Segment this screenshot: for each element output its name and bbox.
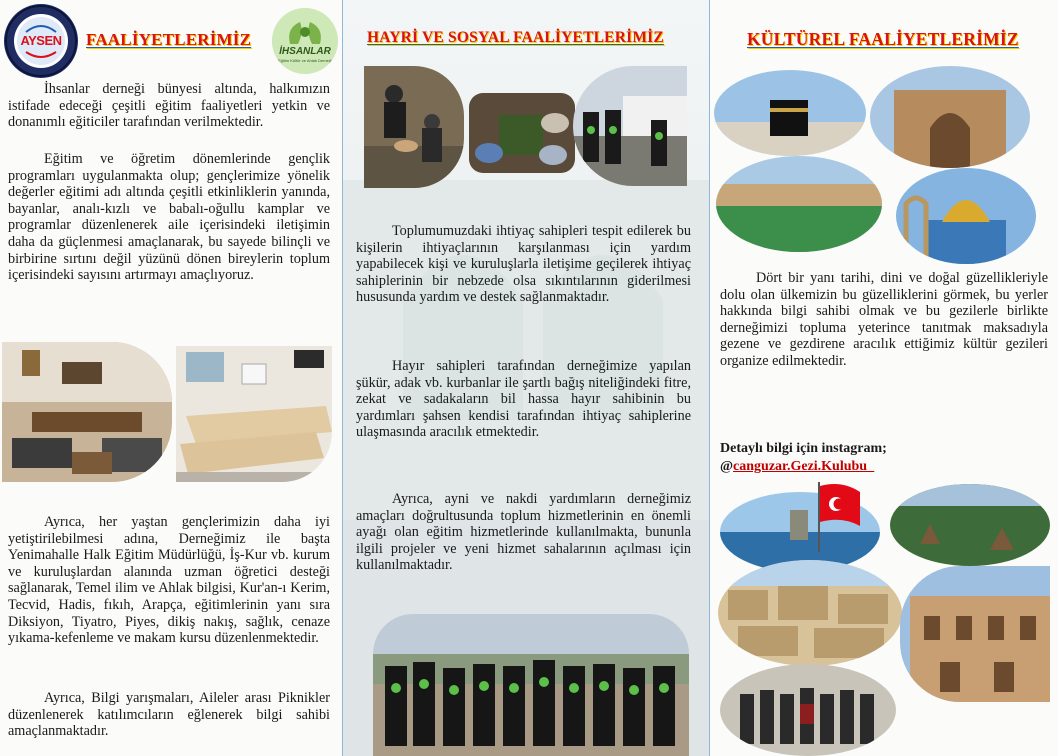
faaliyetlerimiz-title: FAALİYETLERİMİZ <box>86 30 252 49</box>
middle-paragraph-1: Toplumumuzdaki ihtiyaç sahipleri tespit edilerek bu kişilerin ihtiyaçlarının karşılanması için yardım yapabilecek kişi ve kuruluşlarla iletişime geçilerek ihtiyaç sahiplerinin bir nebzede olsa sıkıntılarının giderilmesi hususunda yardım ve destek sağlanmaktadır. <box>356 223 691 306</box>
dome-of-rock-photo <box>896 168 1036 264</box>
ihsanlar-logo-text: İHSANLAR <box>279 46 331 57</box>
hayri-sosyal-title: HAYRİ VE SOSYAL FAALİYETLERİMİZ <box>367 29 664 46</box>
left-paragraph-4: Ayrıca, Bilgi yarışmaları, Aileler arası Piknikler düzenlenerek katılımcıların eğlenerek bilgi sahibi amaçlanmaktadır. <box>8 690 330 740</box>
left-paragraph-3: Ayrıca, her yaştan gençlerimizin daha iyi yetiştirilebilmesi adına, Derneğimiz ile başta Yenimahalle Halk Eğitim Müdürlüğü, İş-Kur vb. kurum ve kuruluşlardan alanında uzman öğretici desteği sağlanarak, Temel ilim ve Ahlak bilgisi, Kur'an-ı Kerim, Tecvid, Hadis, fıkıh, Arapça, eğitimlerinin yanı sıra Diksiyon, Tiyatro, Piyes, dikiş nakış, sağlık, cenaze yıkama-kefenleme ve makam kursu düzenlenmektedir. <box>8 514 330 647</box>
instagram-handle-line <box>720 458 1050 476</box>
children-animal-photo <box>364 66 464 188</box>
ihsanlar-logo-subtitle: Eğitim Kültür ve Ahlak Derneği <box>277 58 333 63</box>
aysen-logo-text: AYSEN <box>20 33 62 48</box>
ihsanlar-logo <box>272 8 338 74</box>
aid-delivery-photo <box>573 66 687 186</box>
kulturel-title: KÜLTÜREL FAALİYETLERİMİZ <box>747 29 1019 49</box>
right-panel <box>710 0 1058 756</box>
forest-village-photo <box>890 484 1050 566</box>
aysen-logo <box>4 4 78 78</box>
left-paragraph-2: Eğitim ve öğretim dönemlerinde gençlik programları uygulanmakta olup; gençlerimize yönelik değerler eğitimi adı altında çeşitli etkinliklerin yanında, bayanlar, analı-kızlı ve babalı-oğullu kamplar ve programlar düzenlenerek aile içerisindeki iletişimin daha da güçlenmesi amaçlanarak, bu sayede bilinçli ve birbirine sırtını değil yüzünü dönen bireylerin toplum içerisindeki sayısını artırmayı amaçlıyoruz. <box>8 151 330 284</box>
instagram-handle[interactable]: canguzar.Gezi.Kulubu_ <box>733 459 875 474</box>
mardin-photo <box>718 560 902 666</box>
classroom-photo <box>176 346 332 482</box>
left-paragraph-1: İhsanlar derneği bünyesi altında, halkımızın istifade edeceği çeşitli eğitim faaliyetleri yetkin ve donanımlı eğiticiler tarafından verilmektedir. <box>8 81 330 131</box>
kaaba-photo <box>714 70 866 156</box>
left-panel <box>0 0 342 756</box>
travel-group-photo <box>720 664 896 756</box>
instagram-info <box>720 440 1050 476</box>
ihsanlar-hands-icon <box>272 8 338 74</box>
right-paragraph-1: Dört bir yanı tarihi, dini ve doğal güzellikleriyle dolu olan ülkemizin bu güzelliklerini görmek, bu yerler hakkında bilgi sahibi olmak ve bu gezilerle birlikte derneğimizi topluma yeterince tanıtmak maksadıyla gezene ve gezdirene aracılık ettiğimiz kültür gezileri organize edilmektedir. <box>720 270 1048 369</box>
stone-mansion-photo <box>900 566 1050 702</box>
office-photo <box>2 342 172 482</box>
middle-panel <box>343 0 709 756</box>
group-photo <box>373 614 689 756</box>
historic-gate-photo <box>870 66 1030 168</box>
planting-photo <box>469 93 575 173</box>
middle-paragraph-2: Hayır sahipleri tarafından derneğimize yapılan şükür, adak vb. kurbanlar ile şartlı bağış niteliğindeki fitre, zekat ve sadakaların bil hassa hayır sahibinin bu yardımları şahsen kendisi tarafından ihtiyaç sahiplerine ulaşmasında aracılık etmektedir. <box>356 358 691 441</box>
turkish-flag-photo <box>814 480 864 552</box>
middle-paragraph-3: Ayrıca, ayni ve nakdi yardımların derneğimiz amaçları doğrultusunda toplum hizmetlerinin en önemli ayağı olan eğitim hizmetlerinde kullanılmakta, bununla ilgili projeler ve yeni hizmet sahalarının açılması için kullanılmaktadır. <box>356 491 691 574</box>
instagram-at: @ <box>720 459 734 474</box>
balikligol-photo <box>716 156 882 252</box>
instagram-label: Detaylı bilgi için instagram; <box>720 441 887 456</box>
